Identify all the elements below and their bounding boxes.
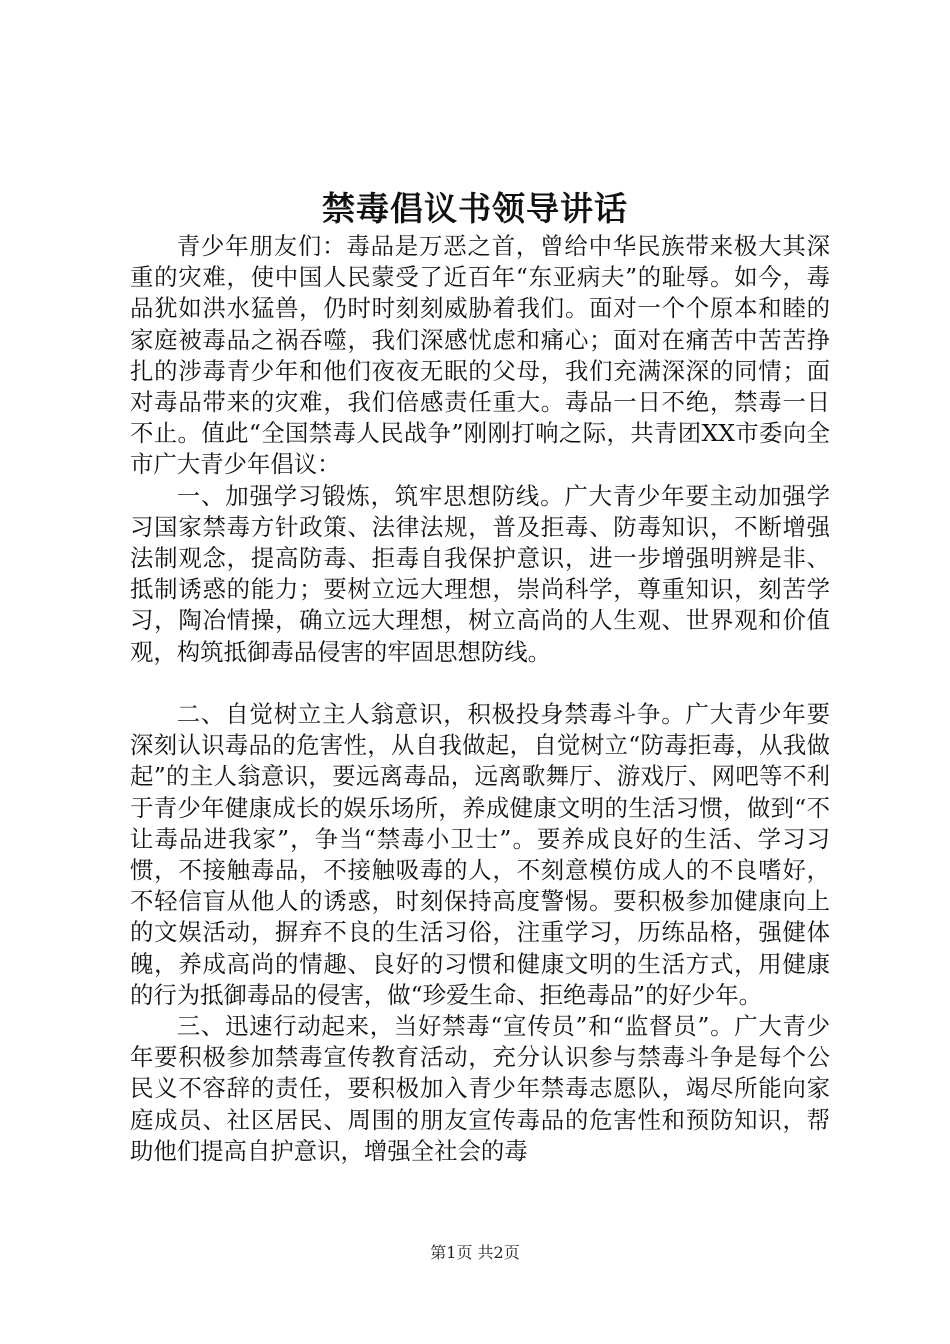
page-number-footer: 第1页 共2页 xyxy=(430,1243,520,1262)
paragraph-point-1: 一、加强学习锻炼，筑牢思想防线。广大青少年要主动加强学习国家禁毒方针政策、法律法规，普及拒毒、防毒知识，不断增强法制观念，提高防毒、拒毒自我保护意识，进一步增强明辨是非、抵制诱惑的能力；要树立远大理想，崇尚科学，尊重知识，刻苦学习，陶冶情操，确立远大理想，树立高尚的人生观、世界观和价值观，构筑抵御毒品侵害的牢固思想防线。 xyxy=(130,481,830,666)
document-body xyxy=(130,231,830,1167)
document-title: 禁毒倡议书领导讲话 xyxy=(322,189,628,228)
paragraph-point-3: 三、迅速行动起来，当好禁毒“宣传员”和“监督员”。广大青少年要积极参加禁毒宣传教育活动，充分认识参与禁毒斗争是每个公民义不容辞的责任，要积极加入青少年禁毒志愿队，竭尽所能向家庭成员、社区居民、周围的朋友宣传毒品的危害性和预防知识，帮助他们提高自护意识，增强全社会的毒 xyxy=(130,1012,830,1165)
paragraph-point-2: 二、自觉树立主人翁意识，积极投身禁毒斗争。广大青少年要深刻认识毒品的危害性，从自我做起，自觉树立“防毒拒毒，从我做起”的主人翁意识，要远离毒品，远离歌舞厅、游戏厅、网吧等不利于青少年健康成长的娱乐场所，养成健康文明的生活习惯，做到“不让毒品进我家”，争当“禁毒小卫士”。要养成良好的生活、学习习惯，不接触毒品，不接触吸毒的人，不刻意模仿成人的不良嗜好，不轻信盲从他人的诱惑，时刻保持高度警惕。要积极参加健康向上的文娱活动，摒弃不良的生活习俗，注重学习，历练品格，强健体魄，养成高尚的情趣、良好的习惯和健康文明的生活方式，用健康的行为抵御毒品的侵害，做“珍爱生命、拒绝毒品”的好少年。 xyxy=(130,700,830,1009)
paragraph-intro: 青少年朋友们：毒品是万恶之首，曾给中华民族带来极大其深重的灾难，使中国人民蒙受了近百年“东亚病夫”的耻辱。如今，毒品犹如洪水猛兽，仍时时刻刻威胁着我们。面对一个个原本和睦的家庭被毒品之祸吞噬，我们深感忧虑和痛心；面对在痛苦中苦苦挣扎的涉毒青少年和他们夜夜无眠的父母，我们充满深深的同情；面对毒品带来的灾难，我们倍感责任重大。毒品一日不绝，禁毒一日不止。值此“全国禁毒人民战争”刚刚打响之际，共青团XX市委向全市广大青少年倡议： xyxy=(130,232,830,479)
